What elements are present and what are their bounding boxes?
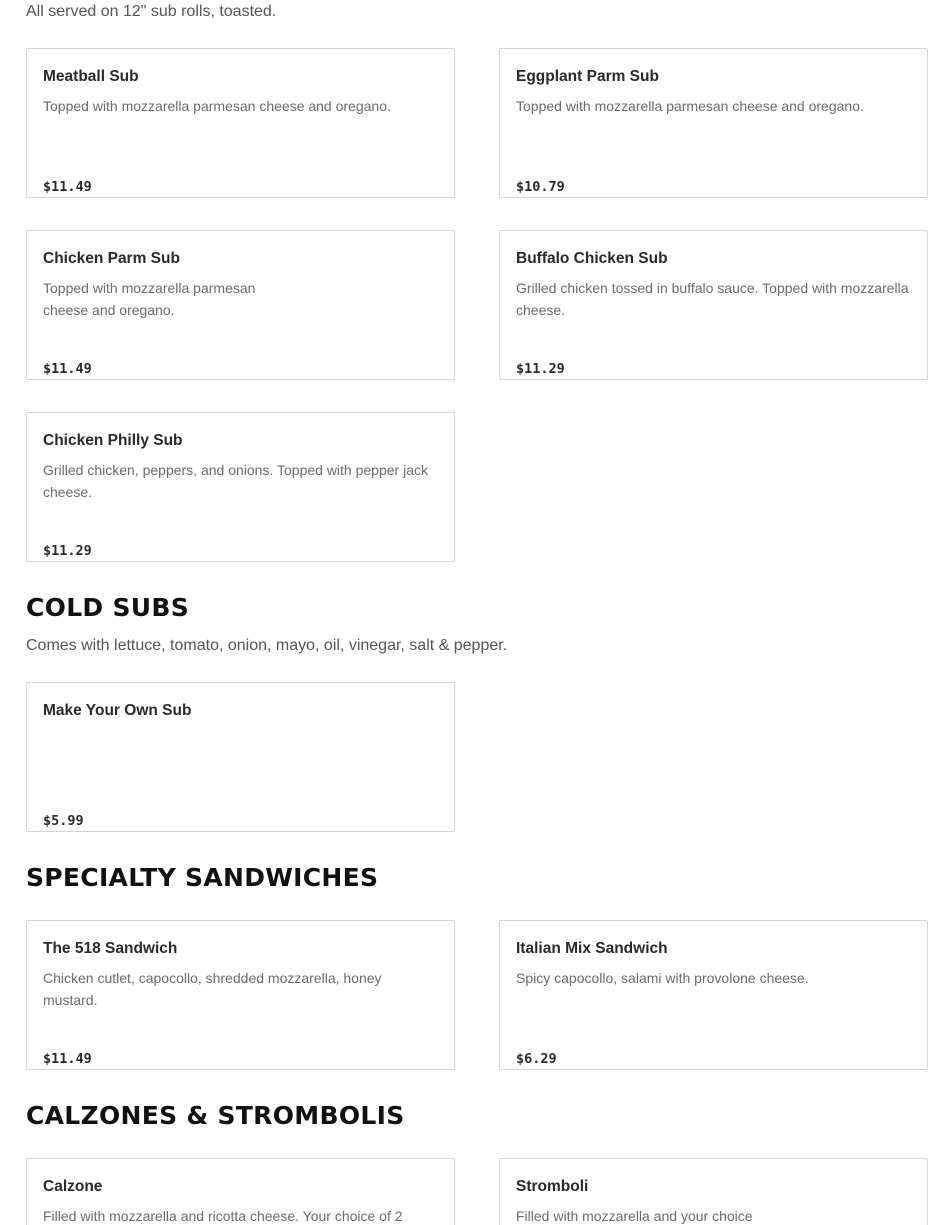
menu-item-card[interactable] [26,920,455,1070]
menu-item-card[interactable] [26,230,455,380]
menu-item-card[interactable] [499,230,928,380]
menu-item-price: $11.29 [516,361,565,377]
menu-item-description: Topped with mozzarella parmesan cheese and oregano. [43,98,391,114]
menu-item-card[interactable] [26,48,455,198]
section-description-cold-subs: Comes with lettuce, tomato, onion, mayo, oil, vinegar, salt & pepper. [26,637,508,654]
menu-item-price: $5.99 [43,813,84,829]
menu-item-price: $6.29 [516,1051,557,1067]
menu-item-name: Chicken Philly Sub [43,432,183,449]
menu-item-name: Buffalo Chicken Sub [516,250,668,267]
menu-item-description: Topped with mozzarella parmesan cheese and oregano. [516,98,864,114]
menu-item-card[interactable] [26,1158,455,1225]
menu-item-name: Italian Mix Sandwich [516,940,668,957]
section-title-cold-subs: COLD SUBS [26,593,190,622]
menu-item-card[interactable] [499,920,928,1070]
menu-item-description: Grilled chicken tossed in buffalo sauce. Topped with mozzarella cheese. [516,280,909,318]
menu-item-description: Grilled chicken, peppers, and onions. Topped with pepper jack cheese. [43,462,428,500]
menu-item-card[interactable] [499,1158,928,1225]
menu-item-price: $11.29 [43,543,92,559]
menu-item-card[interactable] [26,412,455,562]
menu-item-price: $11.49 [43,179,92,195]
menu-item-name: Chicken Parm Sub [43,250,180,267]
menu-item-name: Calzone [43,1178,103,1195]
menu-item-name: Make Your Own Sub [43,702,192,719]
menu-item-card[interactable] [26,682,455,832]
section-title-specialty-sandwiches: SPECIALTY SANDWICHES [26,863,379,892]
menu-item-price: $10.79 [516,179,565,195]
hot-subs-note: All served on 12" sub rolls, toasted. [26,3,277,20]
menu-item-price: $11.49 [43,1051,92,1067]
menu-item-name: Eggplant Parm Sub [516,68,659,85]
menu-item-price: $11.49 [43,361,92,377]
menu-item-description: Filled with mozzarella and ricotta cheese. Your choice of 2 [43,1208,403,1224]
menu-item-card[interactable] [499,48,928,198]
menu-item-name: Stromboli [516,1178,589,1195]
menu-item-description: Chicken cutlet, capocollo, shredded mozzarella, honey mustard. [43,970,382,1008]
menu-item-description: Filled with mozzarella and your choice [516,1208,753,1224]
menu-item-description: Spicy capocollo, salami with provolone cheese. [516,970,809,986]
menu-item-name: The 518 Sandwich [43,940,178,957]
menu-item-name: Meatball Sub [43,68,139,85]
menu-item-description: Topped with mozzarella parmesan cheese and oregano. [43,280,256,318]
section-title-calzones-strombolis: CALZONES & STROMBOLIS [26,1101,405,1130]
